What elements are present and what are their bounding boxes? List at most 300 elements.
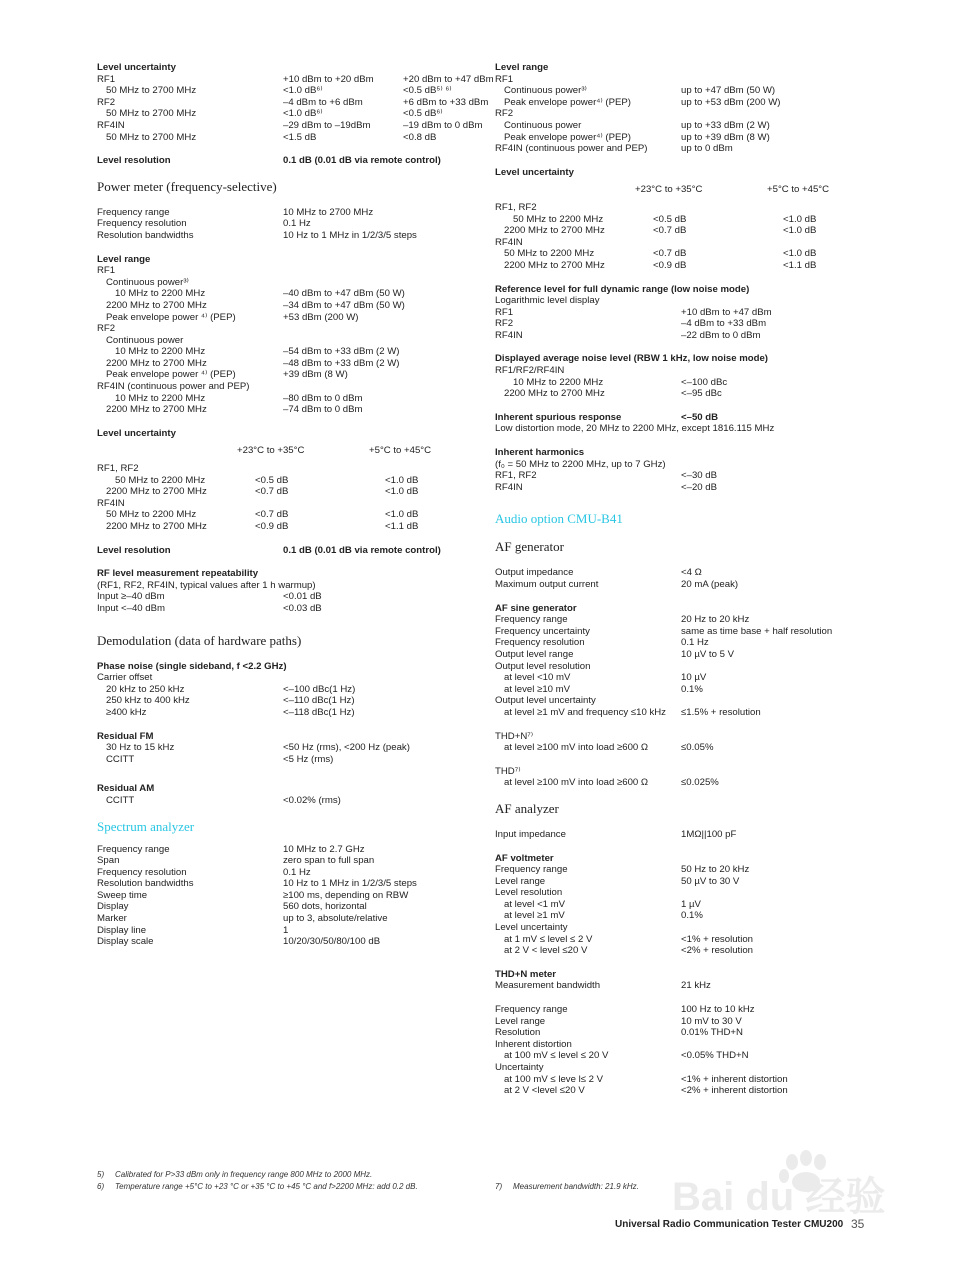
spec-value: 0.1 Hz bbox=[681, 637, 709, 649]
spec-row bbox=[97, 867, 477, 879]
spec-label: RF1, RF2 bbox=[495, 470, 537, 482]
spacer bbox=[495, 272, 875, 284]
heading-text: Inherent harmonics bbox=[495, 447, 585, 459]
spec-row bbox=[495, 132, 875, 144]
spec-row bbox=[97, 132, 477, 144]
spacer bbox=[495, 555, 875, 567]
spec-row bbox=[495, 980, 875, 992]
spec-value: –29 dBm to –19dBm bbox=[283, 119, 371, 131]
spec-label: Level range bbox=[495, 1015, 546, 1027]
spec-label: Level range bbox=[495, 875, 546, 887]
spec-label: Input impedance bbox=[495, 828, 566, 840]
heading-text: Reference level for full dynamic range (low noise mode) bbox=[495, 283, 750, 295]
spec-label: Measurement bandwidth bbox=[495, 980, 601, 992]
spec-value: <0.03 dB bbox=[283, 602, 322, 614]
footnote-5 bbox=[97, 1170, 373, 1179]
spec-value: 0.01% THD+N bbox=[681, 1027, 743, 1039]
spec-row bbox=[495, 626, 875, 638]
spec-label: Level resolution bbox=[495, 887, 563, 899]
spec-row bbox=[97, 925, 477, 937]
section-heading-text: Demodulation (data of hardware paths) bbox=[97, 632, 302, 648]
spec-row bbox=[97, 509, 477, 521]
spacer bbox=[97, 807, 477, 819]
spacer bbox=[97, 242, 477, 254]
subsection-heading bbox=[97, 254, 477, 266]
spec-label: RF4IN (continuous power and PEP) bbox=[495, 143, 648, 155]
spec-row bbox=[495, 237, 875, 249]
spec-value: <0.7 dB bbox=[653, 225, 687, 237]
spec-label: Input ≥–40 dBm bbox=[97, 591, 165, 603]
spec-value: <1.1 dB bbox=[783, 259, 817, 271]
spec-label: Peak envelope power ⁴⁾ (PEP) bbox=[106, 369, 236, 381]
spec-row bbox=[97, 742, 477, 754]
spec-label: 2200 MHz to 2700 MHz bbox=[106, 486, 207, 498]
spec-label: 10 MHz to 2200 MHz bbox=[115, 288, 206, 300]
heading-text: Level range bbox=[495, 62, 549, 73]
spec-row bbox=[495, 864, 875, 876]
spacer bbox=[495, 591, 875, 603]
spec-value: –4 dBm to +6 dBm bbox=[283, 96, 363, 108]
spec-label: Frequency range bbox=[97, 843, 170, 855]
spec-label: Output level resolution bbox=[495, 660, 591, 672]
spec-value: <0.7 dB bbox=[255, 486, 289, 498]
spec-row bbox=[495, 579, 875, 591]
spec-label: Frequency range bbox=[495, 864, 568, 876]
spec-row bbox=[495, 707, 875, 719]
spec-value: –34 dBm to +47 dBm (50 W) bbox=[283, 299, 405, 311]
spec-value: <0.9 dB bbox=[653, 259, 687, 271]
spec-value: ≤0.025% bbox=[681, 777, 719, 789]
spec-value: 0.1% bbox=[681, 683, 703, 695]
spec-row bbox=[495, 777, 875, 789]
spec-label: RF2 bbox=[495, 108, 514, 120]
spec-row bbox=[97, 369, 477, 381]
spec-row bbox=[97, 96, 489, 109]
spec-row bbox=[495, 459, 875, 471]
spec-label: 50 MHz to 2200 MHz bbox=[106, 509, 197, 521]
spec-label: THD⁷⁾ bbox=[495, 765, 521, 777]
spec-row bbox=[495, 614, 875, 626]
spec-label: Peak envelope power ⁴⁾ (PEP) bbox=[106, 311, 236, 323]
spec-row bbox=[495, 684, 875, 696]
spacer bbox=[97, 719, 477, 731]
spec-label: Continuous power bbox=[106, 334, 184, 346]
spec-row bbox=[97, 855, 477, 867]
spec-value: 50 Hz to 20 kHz bbox=[681, 864, 750, 876]
spec-label: CCITT bbox=[106, 794, 135, 806]
spec-value: 50 µV to 30 V bbox=[681, 875, 740, 887]
spec-row bbox=[97, 207, 477, 219]
spec-value: up to 0 dBm bbox=[681, 143, 733, 155]
spacer bbox=[495, 841, 875, 853]
spec-value: zero span to full span bbox=[283, 855, 375, 867]
subsection-heading bbox=[495, 167, 875, 179]
spec-label: Output level uncertainty bbox=[495, 695, 596, 707]
spec-label: Frequency range bbox=[495, 1004, 568, 1016]
spec-value: 10 mV to 30 V bbox=[681, 1015, 742, 1027]
spec-row bbox=[97, 890, 477, 902]
spec-label: CCITT bbox=[106, 753, 135, 765]
spec-label: Peak envelope power⁴⁾ (PEP) bbox=[504, 96, 632, 108]
heading-text: AF voltmeter bbox=[495, 852, 554, 864]
heading-text: Level uncertainty bbox=[97, 62, 176, 73]
spec-row bbox=[495, 661, 875, 673]
spec-value: <–100 dBc(1 Hz) bbox=[283, 683, 356, 695]
section-heading-text: Spectrum analyzer bbox=[97, 818, 195, 834]
subsection-heading bbox=[97, 428, 477, 440]
spec-row bbox=[97, 358, 477, 370]
spec-row bbox=[495, 143, 875, 155]
spec-row bbox=[97, 580, 477, 592]
spec-value: <5 Hz (rms) bbox=[283, 753, 334, 765]
spec-label: 2200 MHz to 2700 MHz bbox=[504, 388, 605, 400]
spec-value: <1% + resolution bbox=[681, 933, 753, 945]
spec-row bbox=[495, 225, 875, 237]
spec-label: RF1, RF2 bbox=[97, 463, 139, 475]
spacer bbox=[97, 416, 477, 428]
spec-row bbox=[495, 423, 875, 435]
spec-label: RF1 bbox=[97, 265, 116, 277]
subsection-heading bbox=[97, 155, 477, 167]
spec-value: <0.8 dB bbox=[403, 131, 437, 143]
spec-value: 0.1 Hz bbox=[283, 866, 311, 878]
spec-row bbox=[495, 248, 875, 260]
spec-row bbox=[97, 85, 477, 97]
section-heading bbox=[97, 819, 477, 835]
spec-row bbox=[97, 230, 477, 242]
spacer bbox=[97, 765, 477, 783]
spec-row bbox=[97, 591, 477, 603]
spec-row bbox=[495, 1085, 875, 1097]
spec-row bbox=[495, 1074, 875, 1086]
spec-value: +20 dBm to +47 dBm bbox=[403, 73, 494, 85]
spec-row bbox=[97, 323, 477, 335]
spec-value: –74 dBm to 0 dBm bbox=[283, 404, 363, 416]
spec-value: <–50 dB bbox=[681, 411, 719, 423]
spec-row bbox=[97, 521, 477, 533]
spec-value: +10 dBm to +47 dBm bbox=[681, 306, 772, 318]
footnote-number: 6) bbox=[97, 1182, 105, 1191]
spec-row bbox=[97, 684, 477, 696]
spec-label: at level ≥1 mV and frequency ≤10 kHz bbox=[504, 706, 666, 718]
spec-row bbox=[495, 829, 875, 841]
subsection-heading bbox=[495, 969, 875, 981]
spec-label: (RF1, RF2, RF4IN, typical values after 1 h warmup) bbox=[97, 579, 316, 591]
spec-value: 20 mA (peak) bbox=[681, 579, 739, 590]
spec-label: RF1, RF2 bbox=[495, 201, 537, 213]
spec-row bbox=[495, 1027, 875, 1039]
spec-label: THD+N⁷⁾ bbox=[495, 730, 534, 742]
spec-value: <1% + inherent distortion bbox=[681, 1073, 788, 1085]
spacer bbox=[495, 754, 875, 766]
spec-label: Continuous power bbox=[504, 119, 582, 131]
heading-text: RF level measurement repeatability bbox=[97, 568, 259, 580]
spec-label: 2200 MHz to 2700 MHz bbox=[106, 357, 207, 369]
spec-value: <1.0 dB⁶⁾ bbox=[283, 85, 323, 97]
spec-row bbox=[495, 214, 875, 226]
spec-value: 10/20/30/50/80/100 dB bbox=[283, 936, 381, 948]
subsection-heading bbox=[495, 603, 875, 615]
spec-row bbox=[97, 119, 483, 132]
spec-label: Frequency resolution bbox=[495, 637, 585, 649]
spec-value: <1.1 dB bbox=[385, 521, 419, 532]
footnote-text: Measurement bandwidth: 21.9 kHz. bbox=[513, 1182, 639, 1191]
spec-value: <–30 dB bbox=[681, 470, 718, 482]
subsection-heading bbox=[495, 853, 875, 865]
spec-label: 2200 MHz to 2700 MHz bbox=[106, 299, 207, 311]
spec-label: Level resolution bbox=[97, 544, 171, 556]
spec-value: 21 kHz bbox=[681, 980, 711, 992]
spec-value: ≤1.5% + resolution bbox=[681, 706, 761, 718]
spec-value: –80 dBm to 0 dBm bbox=[283, 392, 363, 404]
spec-label: Output impedance bbox=[495, 567, 574, 579]
footnote-7 bbox=[495, 1182, 639, 1191]
spec-label: 2200 MHz to 2700 MHz bbox=[106, 521, 207, 532]
spec-label: RF4IN bbox=[495, 481, 523, 493]
spec-value: <50 Hz (rms), <200 Hz (peak) bbox=[283, 742, 410, 754]
spec-label: Level uncertainty bbox=[495, 922, 568, 934]
spec-value: 10 Hz to 1 MHz in 1/2/3/5 steps bbox=[283, 878, 417, 890]
spec-label: at level <1 mV bbox=[504, 898, 566, 910]
spec-value: <0.5 dB⁶⁾ bbox=[403, 108, 443, 120]
spec-value: <0.5 dB⁵⁾ ⁶⁾ bbox=[403, 85, 452, 97]
spec-row bbox=[97, 486, 477, 498]
spec-value: 20 Hz to 20 kHz bbox=[681, 614, 750, 626]
spec-value: <0.7 dB bbox=[653, 248, 687, 260]
spec-row bbox=[495, 1016, 875, 1028]
spec-label: Sweep time bbox=[97, 889, 148, 901]
spec-label: Resolution bandwidths bbox=[97, 229, 194, 241]
spacer bbox=[495, 400, 875, 412]
spacer bbox=[97, 195, 477, 207]
spec-value: +6 dBm to +33 dBm bbox=[403, 96, 489, 108]
spec-row bbox=[495, 567, 875, 579]
spec-label: 2200 MHz to 2700 MHz bbox=[106, 404, 207, 416]
spec-label: RF4IN (continuous power and PEP) bbox=[97, 381, 250, 393]
spec-row bbox=[495, 470, 875, 482]
spec-label: 2200 MHz to 2700 MHz bbox=[504, 259, 605, 271]
spec-value: 10 µV bbox=[681, 672, 707, 684]
spec-row bbox=[495, 365, 875, 377]
subsection-heading bbox=[495, 353, 875, 365]
spec-label: Logarithmic level display bbox=[495, 295, 600, 307]
spec-value: <1.0 dB bbox=[385, 509, 419, 521]
spacer bbox=[97, 533, 477, 545]
spec-label: RF2 bbox=[97, 323, 116, 335]
spec-label: Marker bbox=[97, 913, 127, 925]
spec-row bbox=[495, 934, 875, 946]
spec-label: at 100 mV ≤ leve l≤ 2 V bbox=[504, 1073, 604, 1085]
subsection-heading bbox=[97, 661, 477, 673]
spec-row bbox=[495, 318, 875, 330]
spec-row bbox=[495, 742, 875, 754]
section-heading bbox=[97, 633, 477, 649]
spec-value: ≤0.05% bbox=[681, 742, 714, 754]
spec-row bbox=[495, 260, 875, 272]
spec-row bbox=[495, 202, 875, 214]
spec-value: <1.0 dB bbox=[385, 486, 419, 498]
watermark-text: Bai du 经验 bbox=[672, 1175, 886, 1218]
spec-row bbox=[495, 945, 875, 957]
spec-value: <0.01 dB bbox=[283, 591, 322, 603]
heading-text: Residual AM bbox=[97, 783, 155, 795]
spec-row bbox=[495, 85, 875, 97]
subsection-heading bbox=[495, 284, 875, 296]
spec-value: up to +33 dBm (2 W) bbox=[681, 119, 770, 131]
spec-value: <0.5 dB bbox=[255, 474, 289, 486]
spec-value: <–95 dBc bbox=[681, 388, 722, 400]
spec-row bbox=[97, 754, 477, 766]
spacer bbox=[495, 817, 875, 829]
spec-value: <–20 dB bbox=[681, 481, 718, 493]
heading-text: Level range bbox=[97, 253, 151, 265]
spec-value: <0.5 dB bbox=[653, 213, 687, 225]
spec-value: <2% + inherent distortion bbox=[681, 1085, 788, 1097]
spec-row bbox=[97, 346, 477, 358]
spacer bbox=[495, 341, 875, 353]
subsection-heading bbox=[97, 783, 477, 795]
footnote-6 bbox=[97, 1182, 418, 1191]
spec-value: 0.1 dB (0.01 dB via remote control) bbox=[283, 544, 441, 556]
spacer bbox=[495, 789, 875, 801]
subsection-heading bbox=[495, 447, 875, 459]
spacer bbox=[97, 143, 477, 155]
section-heading bbox=[495, 539, 875, 555]
spec-row bbox=[495, 922, 875, 934]
spec-value: +23°C to +35°C bbox=[237, 445, 305, 457]
spec-row bbox=[97, 878, 477, 890]
spacer bbox=[495, 155, 875, 167]
spec-label: 50 MHz to 2200 MHz bbox=[513, 213, 604, 225]
spec-label: Peak envelope power⁴⁾ (PEP) bbox=[504, 131, 632, 143]
spec-label: 50 MHz to 2700 MHz bbox=[106, 85, 197, 97]
spec-value: <0.7 dB bbox=[255, 509, 289, 521]
footnote-number: 5) bbox=[97, 1170, 105, 1179]
section-heading bbox=[495, 511, 875, 527]
spec-label: Maximum output current bbox=[495, 579, 599, 590]
spec-label: Display line bbox=[97, 924, 147, 936]
spec-value: –48 dBm to +33 dBm (2 W) bbox=[283, 357, 400, 369]
subsection-heading bbox=[97, 731, 477, 743]
page-number: 35 bbox=[851, 1217, 865, 1231]
spec-value: 100 Hz to 10 kHz bbox=[681, 1004, 755, 1016]
spec-label: Frequency resolution bbox=[97, 866, 187, 878]
spec-value: <1.0 dB bbox=[783, 248, 817, 260]
spec-row bbox=[495, 120, 875, 132]
spec-value: <1.0 dB bbox=[783, 225, 817, 237]
spec-label: Frequency uncertainty bbox=[495, 625, 590, 637]
spec-row bbox=[495, 695, 875, 707]
spec-value: +23°C to +35°C bbox=[635, 184, 703, 196]
spec-label: Resolution bandwidths bbox=[97, 878, 194, 890]
spec-row bbox=[495, 876, 875, 888]
spec-label: Display scale bbox=[97, 936, 154, 948]
spec-row bbox=[495, 731, 875, 743]
footnote-text: Calibrated for P>33 dBm only in frequency range 800 MHz to 2000 MHz. bbox=[115, 1170, 373, 1179]
spec-label: at level ≥100 mV into load ≥600 Ω bbox=[504, 742, 649, 754]
spec-value: –54 dBm to +33 dBm (2 W) bbox=[283, 346, 400, 358]
spec-label: Frequency range bbox=[495, 614, 568, 626]
spec-value: up to +53 dBm (200 W) bbox=[681, 96, 781, 108]
spec-row bbox=[97, 445, 477, 457]
spec-value: <4 Ω bbox=[681, 567, 702, 579]
spec-row bbox=[97, 913, 477, 925]
spec-label: RF4IN bbox=[495, 329, 523, 341]
spec-row bbox=[97, 795, 477, 807]
spec-value: –40 dBm to +47 dBm (50 W) bbox=[283, 288, 405, 300]
spec-value: <2% + resolution bbox=[681, 945, 753, 957]
spec-value: <1.0 dB⁶⁾ bbox=[283, 108, 323, 120]
spec-row bbox=[97, 218, 477, 230]
heading-text: Displayed average noise level (RBW 1 kHz, low noise mode) bbox=[495, 353, 768, 365]
spec-label: Frequency range bbox=[97, 206, 170, 218]
spec-label: RF4IN bbox=[495, 236, 523, 248]
spec-row bbox=[97, 300, 477, 312]
spec-label: 10 MHz to 2200 MHz bbox=[513, 376, 604, 388]
spec-row bbox=[495, 649, 875, 661]
heading-text: THD+N meter bbox=[495, 968, 557, 980]
spec-value: up to +47 dBm (50 W) bbox=[681, 85, 776, 97]
spec-label: at level ≥10 mV bbox=[504, 683, 571, 695]
section-heading-text: Audio option CMU-B41 bbox=[495, 511, 623, 527]
spec-label: at level ≥100 mV into load ≥600 Ω bbox=[504, 777, 649, 789]
spec-value: 10 MHz to 2.7 GHz bbox=[283, 843, 365, 855]
spec-value: –19 dBm to 0 dBm bbox=[403, 119, 483, 131]
spec-row bbox=[97, 335, 477, 347]
footnote-number: 7) bbox=[495, 1182, 503, 1191]
baidu-watermark-logo bbox=[672, 1148, 902, 1218]
spacer bbox=[97, 167, 477, 179]
spec-label: at level ≥1 mV bbox=[504, 910, 565, 922]
spec-value: –22 dBm to 0 dBm bbox=[681, 329, 761, 341]
spec-row bbox=[97, 901, 477, 913]
spec-row bbox=[97, 73, 494, 86]
heading-text: AF sine generator bbox=[495, 602, 577, 614]
section-heading-text: AF generator bbox=[495, 539, 564, 555]
spec-row bbox=[97, 603, 477, 615]
spec-row bbox=[495, 377, 875, 389]
spec-row bbox=[495, 184, 875, 196]
spec-label: RF4IN bbox=[97, 497, 125, 509]
section-heading-text: Power meter (frequency-selective) bbox=[97, 178, 277, 194]
spec-row bbox=[495, 1039, 875, 1051]
subsection-heading bbox=[495, 62, 875, 74]
spec-value: same as time base + half resolution bbox=[681, 625, 833, 637]
spec-value: <–110 dBc(1 Hz) bbox=[283, 695, 355, 707]
spec-label: Inherent spurious response bbox=[495, 411, 622, 423]
spec-row bbox=[97, 672, 477, 684]
spec-label: 10 MHz to 2200 MHz bbox=[115, 346, 206, 358]
spacer bbox=[97, 615, 477, 633]
spec-value: <0.05% THD+N bbox=[681, 1050, 749, 1062]
spec-value: <–118 dBc(1 Hz) bbox=[283, 706, 355, 718]
spec-label: RF4IN bbox=[97, 119, 125, 131]
spec-label: RF1 bbox=[97, 73, 116, 85]
spec-row bbox=[495, 330, 875, 342]
spec-row bbox=[97, 288, 477, 300]
spec-row bbox=[97, 498, 477, 510]
spec-label: Low distortion mode, 20 MHz to 2200 MHz, except 1816.115 MHz bbox=[495, 423, 775, 435]
spacer bbox=[495, 435, 875, 447]
spec-value: <1.0 dB bbox=[783, 213, 817, 225]
section-heading bbox=[97, 179, 477, 195]
spec-value: 1 bbox=[283, 924, 289, 936]
heading-text: Phase noise (single sideband, f <2.2 GHz) bbox=[97, 660, 287, 672]
spec-row bbox=[97, 265, 477, 277]
spec-label: 50 MHz to 2700 MHz bbox=[106, 131, 197, 143]
spec-label: Output level range bbox=[495, 648, 574, 660]
spec-value: –4 dBm to +33 dBm bbox=[681, 318, 767, 330]
